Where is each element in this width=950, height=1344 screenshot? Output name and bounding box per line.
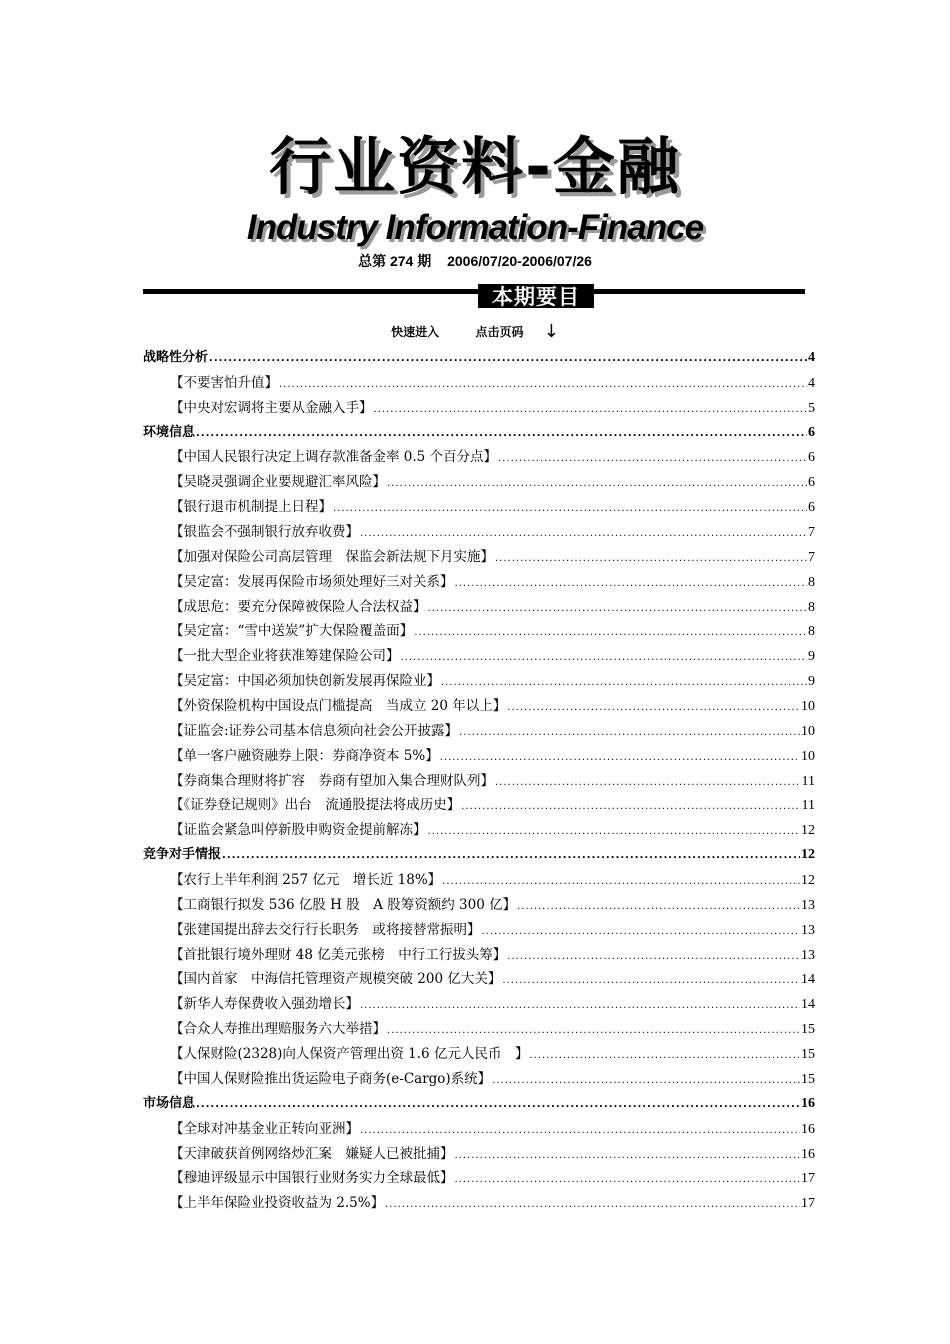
date-range: 2006/07/20-2006/07/26: [447, 253, 592, 269]
toc-entry-label[interactable]: 【《证券登记规则》出台 流通股提法将成历史】: [170, 797, 461, 814]
dot-leader: [455, 572, 808, 597]
toc-entry[interactable]: [143, 470, 815, 495]
toc-entry[interactable]: [143, 694, 815, 719]
dot-leader: [279, 373, 807, 398]
toc-page-number-link[interactable]: 7: [808, 549, 815, 565]
toc-page-number-link[interactable]: 6: [808, 500, 815, 516]
toc-entry[interactable]: [143, 719, 815, 744]
toc-page-number-link[interactable]: 12: [801, 847, 815, 863]
dot-leader: [440, 746, 800, 771]
arrow-down-icon: ↓: [543, 321, 559, 342]
toc-entry[interactable]: [143, 1042, 815, 1067]
dot-leader: [360, 522, 807, 547]
toc-page-number-link[interactable]: 12: [801, 873, 815, 889]
toc-page-number-link[interactable]: 11: [801, 773, 815, 789]
toc-entry[interactable]: [143, 520, 815, 545]
dot-leader: [387, 472, 807, 497]
quick-nav: [0, 322, 950, 342]
dot-leader: [428, 597, 808, 622]
toc-entry[interactable]: [143, 396, 815, 421]
dot-leader: [442, 870, 800, 895]
document-title: 行业资料-金融: [269, 130, 681, 203]
toc-entry-label[interactable]: 【合众人寿推出理赔服务六大举措】: [170, 1021, 386, 1038]
dot-leader: [196, 1093, 800, 1118]
toc-page-number-link[interactable]: 6: [808, 450, 815, 466]
toc-entry[interactable]: [143, 619, 815, 644]
dot-leader: [360, 994, 800, 1019]
toc-page-number-link[interactable]: 11: [801, 798, 815, 814]
toc-entry-label[interactable]: 【银监会不强制银行放弃收费】: [170, 524, 359, 541]
toc-entry-label[interactable]: 战略性分析: [143, 350, 209, 365]
toc-page-number-link[interactable]: 4: [808, 375, 815, 391]
toc-entry[interactable]: [143, 644, 815, 669]
toc-section[interactable]: [143, 346, 815, 371]
dot-leader: [455, 1168, 801, 1193]
toc-entry[interactable]: [143, 545, 815, 570]
toc-page-number-link[interactable]: 14: [801, 997, 815, 1013]
toc-entry[interactable]: [143, 744, 815, 769]
toc-entry[interactable]: [143, 570, 815, 595]
toc-entry[interactable]: [143, 1117, 815, 1142]
dot-leader: [401, 646, 808, 671]
toc-entry-label[interactable]: 【全球对冲基金业正转向亚洲】: [170, 1120, 359, 1137]
toc-entry-label[interactable]: 【外资保险机构中国设点门槛提高 当成立 20 年以上】: [170, 698, 507, 715]
toc-entry-label[interactable]: 【证监会紧急叫停新股申购资金提前解冻】: [170, 822, 427, 839]
toc-section[interactable]: [143, 421, 815, 446]
dot-leader: [492, 1069, 800, 1094]
toc-page-number-link[interactable]: 9: [808, 649, 815, 665]
toc-entry-label[interactable]: 环境信息: [143, 424, 196, 440]
toc-entry-label[interactable]: 【中国人民银行决定上调存款准备金率 0.5 个百分点】: [170, 449, 498, 466]
toc-page-number-link[interactable]: 7: [808, 525, 815, 541]
dot-leader: [498, 447, 807, 472]
toc-page-number-link[interactable]: 8: [808, 599, 815, 615]
toc-page-number-link[interactable]: 12: [801, 823, 815, 839]
dot-leader: [441, 671, 807, 696]
table-of-contents: [143, 346, 815, 1216]
toc-page-number-link[interactable]: 13: [801, 897, 815, 913]
toc-page-number-link[interactable]: 16: [801, 1095, 815, 1111]
document-subtitle: Industry Information-Finance: [246, 208, 704, 247]
toc-entry[interactable]: [143, 669, 815, 694]
toc-entry[interactable]: [143, 992, 815, 1017]
toc-page-number-link[interactable]: 10: [801, 748, 815, 764]
toc-entry-label[interactable]: 【吴定富：发展再保险市场须处理好三对关系】: [170, 573, 454, 590]
toc-entry-label[interactable]: 【吴定富：中国必须加快创新发展再保险业】: [170, 673, 440, 690]
toc-entry[interactable]: [143, 1017, 815, 1042]
toc-entry-label[interactable]: 【成思危：要充分保障被保险人合法权益】: [170, 598, 427, 615]
toc-entry-label[interactable]: 市场信息: [143, 1095, 196, 1111]
toc-entry-label[interactable]: 【工商银行拟发 536 亿股 H 股 A 股筹资额约 300 亿】: [170, 896, 517, 913]
toc-entry-label[interactable]: 【中国人保财险推出货运险电子商务(e-Cargo)系统】: [170, 1070, 492, 1087]
toc-page-number-link[interactable]: 8: [808, 574, 815, 590]
toc-entry-label[interactable]: 【农行上半年利润 257 亿元 增长近 18%】: [170, 872, 442, 889]
dot-leader: [529, 1044, 800, 1069]
toc-page-number-link[interactable]: 10: [801, 699, 815, 715]
click-page-label: 点击页码: [475, 325, 524, 339]
toc-page-number-link[interactable]: 6: [808, 475, 815, 491]
toc-entry[interactable]: [143, 769, 815, 794]
toc-entry-label[interactable]: 【张建国提出辞去交行行长职务 或将接替常振明】: [170, 921, 481, 938]
dot-leader: [517, 895, 800, 920]
toc-section[interactable]: [143, 1092, 815, 1117]
toc-entry[interactable]: [143, 1142, 815, 1167]
dot-leader: [459, 721, 800, 746]
dot-leader: [196, 422, 807, 447]
toc-entry[interactable]: [143, 967, 815, 992]
dot-leader: [387, 1019, 800, 1044]
toc-entry[interactable]: [143, 943, 815, 968]
toc-page-number-link[interactable]: 6: [808, 424, 815, 440]
toc-page-number-link[interactable]: 9: [808, 674, 815, 690]
toc-entry[interactable]: [143, 893, 815, 918]
dot-leader: [502, 969, 800, 994]
toc-entry[interactable]: [143, 1067, 815, 1092]
dot-leader: [455, 1144, 801, 1169]
toc-entry-label[interactable]: 【一批大型企业将获准筹建保险公司】: [170, 648, 400, 665]
toc-entry[interactable]: [143, 595, 815, 620]
dot-leader: [482, 920, 801, 945]
toc-page-number-link[interactable]: 13: [801, 947, 815, 963]
dot-leader: [360, 1119, 800, 1144]
toc-entry-label[interactable]: 【首批银行境外理财 48 亿美元张榜 中行工行拔头筹】: [170, 946, 507, 963]
toc-entry[interactable]: [143, 371, 815, 396]
toc-page-number-link[interactable]: 15: [801, 1022, 815, 1038]
toc-page-number-link[interactable]: 17: [801, 1171, 815, 1187]
toc-entry-label[interactable]: 【中央对宏调将主要从金融入手】: [170, 399, 373, 416]
dot-leader: [428, 820, 801, 845]
toc-entry-label[interactable]: 竞争对手情报: [143, 847, 222, 863]
toc-page-number-link[interactable]: 8: [808, 624, 815, 640]
toc-page-number-link[interactable]: 17: [801, 1196, 815, 1212]
toc-entry-label[interactable]: 【吴定富：“雪中送炭”扩大保险覆盖面】: [170, 623, 414, 640]
toc-entry-label[interactable]: 【穆迪评级显示中国银行业财务实力全球最低】: [170, 1170, 454, 1187]
toc-entry-label[interactable]: 【吴晓灵强调企业要规避汇率风险】: [170, 474, 386, 491]
quick-enter-label: 快速进入: [391, 325, 440, 339]
toc-entry-label[interactable]: 【券商集合理财将扩容 券商有望加入集合理财队列】: [170, 772, 494, 789]
issue-line: [0, 250, 950, 272]
toc-page-number-link[interactable]: 5: [808, 400, 815, 416]
dot-leader: [222, 844, 800, 869]
dot-leader: [209, 347, 807, 372]
dot-leader: [507, 696, 800, 721]
dot-leader: [495, 771, 801, 796]
header-rule: [143, 289, 805, 294]
dot-leader: [333, 497, 807, 522]
toc-page-number-link[interactable]: 14: [801, 972, 815, 988]
toc-entry-label[interactable]: 【银行退市机制提上日程】: [170, 499, 332, 516]
toc-section[interactable]: [143, 843, 815, 868]
dot-leader: [461, 795, 800, 820]
dot-leader: [507, 945, 800, 970]
toc-entry[interactable]: [143, 868, 815, 893]
toc-entry[interactable]: [143, 1166, 815, 1191]
toc-page-number-link[interactable]: 16: [801, 1121, 815, 1137]
toc-page-number-link[interactable]: 15: [801, 1071, 815, 1087]
toc-entry[interactable]: [143, 495, 815, 520]
dot-leader: [385, 1193, 800, 1218]
toc-entry[interactable]: [143, 793, 815, 818]
toc-entry-label[interactable]: 【加强对保险公司高层管理 保监会新法规下月实施】: [170, 548, 494, 565]
toc-entry[interactable]: [143, 818, 815, 843]
toc-entry[interactable]: [143, 1191, 815, 1216]
toc-entry-label[interactable]: 【单一客户融资融券上限：券商净资本 5%】: [170, 747, 439, 764]
dot-leader: [414, 621, 807, 646]
toc-entry-label[interactable]: 【天津破获首例网络炒汇案 嫌疑人已被批捕】: [170, 1145, 454, 1162]
toc-entry-label[interactable]: 【国内首家 中海信托管理资产规模突破 200 亿大关】: [170, 971, 502, 988]
toc-page-number-link[interactable]: 4: [808, 350, 815, 365]
dot-leader: [495, 547, 807, 572]
toc-entry-label[interactable]: 【不要害怕升值】: [170, 374, 278, 391]
toc-page-number-link[interactable]: 15: [801, 1047, 815, 1063]
toc-page-number-link[interactable]: 13: [801, 922, 815, 938]
toc-entry[interactable]: [143, 918, 815, 943]
dot-leader: [374, 398, 808, 423]
toc-entry-label[interactable]: 【上半年保险业投资收益为 2.5%】: [170, 1195, 385, 1212]
contents-banner: 本期要目: [478, 284, 594, 308]
toc-entry[interactable]: [143, 445, 815, 470]
toc-entry-label[interactable]: 【人保财险(2328)向人保资产管理出资 1.6 亿元人民币 】: [170, 1046, 529, 1063]
toc-page-number-link[interactable]: 16: [801, 1146, 815, 1162]
toc-page-number-link[interactable]: 10: [801, 723, 815, 739]
toc-entry-label[interactable]: 【证监会:证券公司基本信息须向社会公开披露】: [170, 722, 459, 739]
issue-number: 总第 274 期: [358, 253, 432, 269]
toc-entry-label[interactable]: 【新华人寿保费收入强劲增长】: [170, 996, 359, 1013]
